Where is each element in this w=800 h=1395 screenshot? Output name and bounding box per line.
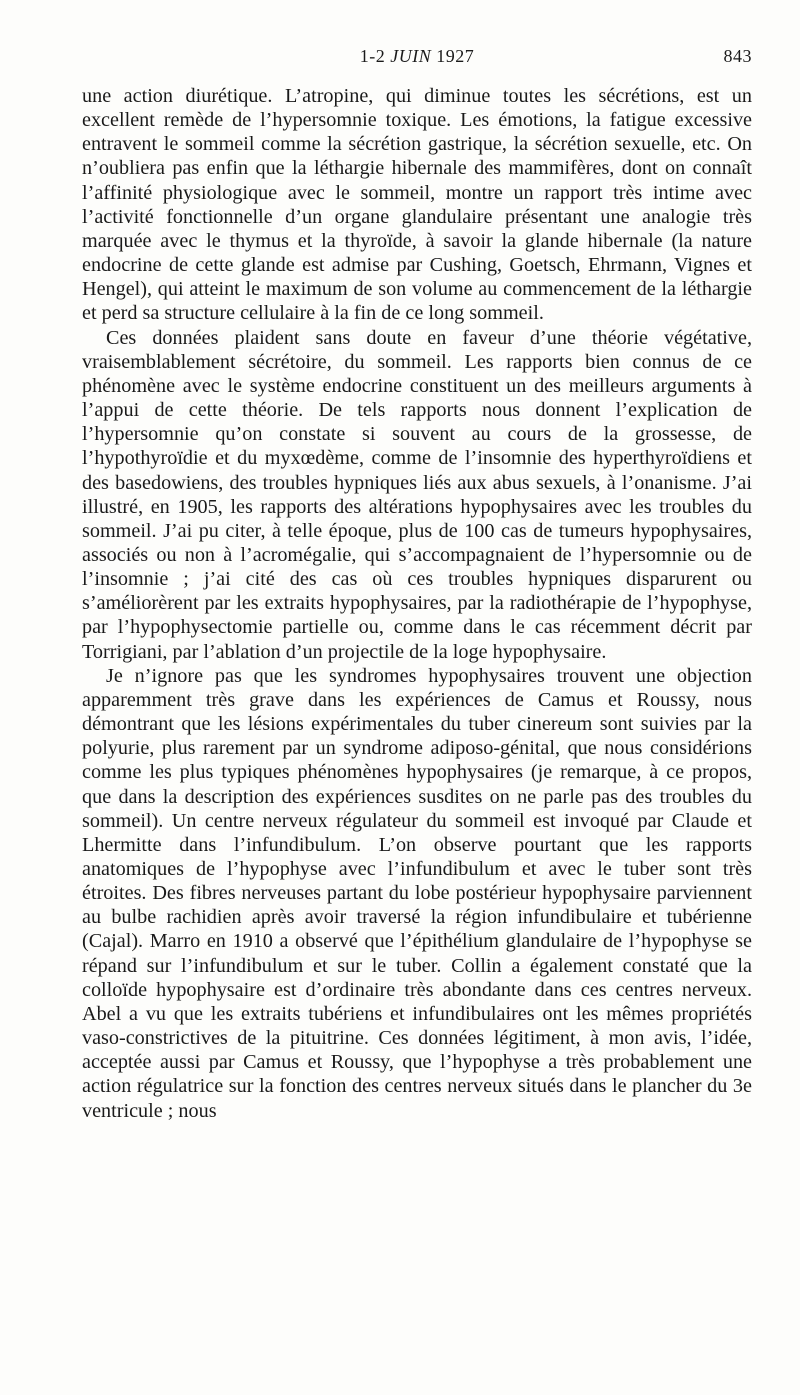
page-number: 843 xyxy=(723,46,752,66)
issue-date-month: JUIN xyxy=(390,46,432,66)
paragraph-3: Je n’ignore pas que les syndromes hypophysaires trouvent une objection apparemment très grave dans les expériences de Camus et Roussy, nous démontrant que les lésions expérimentales du tuber cinereum sont suivies par la polyurie, plus rarement par un syndrome adiposo-génital, que nous considérions comme les plus typiques phénomènes hypophysaires (je remarque, à ce propos, que dans la description des expériences susdites on ne parle pas des troubles du sommeil). Un centre nerveux régulateur du sommeil est invoqué par Claude et Lhermitte dans l’infundibulum. L’on observe pourtant que les rapports anatomiques de l’hypophyse avec l’infundibulum et avec le tuber sont très étroites. Des fibres nerveuses partant du lobe postérieur hypophysaire parviennent au bulbe rachidien après avoir traversé la région infundibulaire et tubérienne (Cajal). Marro en 1910 a observé que l’épithélium glandulaire de l’hypophyse se répand sur l’infundibulum et sur le tuber. Collin a également constaté que la colloïde hypophysaire est d’ordinaire très abondante dans ces centres nerveux. Abel a vu que les extraits tubériens et infundibulaires ont les mêmes propriétés vaso-constrictives de la pituitrine. Ces données légitiment, à mon avis, l’idée, acceptée aussi par Camus et Roussy, que l’hypophyse a très probablement une action régulatrice sur la fonction des centres nerveux situés dans le plancher du 3e ventricule ; nous xyxy=(82,664,752,1122)
issue-date-day: 1-2 xyxy=(359,46,386,66)
article-body xyxy=(82,84,752,1123)
issue-date-year: 1927 xyxy=(436,46,475,66)
running-header xyxy=(82,46,752,70)
issue-date xyxy=(82,46,752,67)
paragraph-1: une action diurétique. L’atropine, qui diminue toutes les sécrétions, est un excellent remède de l’hypersomnie toxique. Les émotions, la fatigue excessive entravent le sommeil comme la sécrétion gastrique, la sécrétion sexuelle, etc. On n’oubliera pas enfin que la léthargie hibernale des mammifères, dont on connaît l’affinité physiologique avec le sommeil, montre un rapport très intime avec l’activité fonctionnelle d’un organe glandulaire présentant une analogie très marquée avec le thymus et la thyroïde, à savoir la glande hibernale (la nature endocrine de cette glande est admise par Cushing, Goetsch, Ehrmann, Vignes et Hengel), qui atteint le maximum de son volume au commencement de la léthargie et perd sa structure cellulaire à la fin de ce long sommeil. xyxy=(82,85,752,325)
paragraph-2: Ces données plaident sans doute en faveur d’une théorie végétative, vraisemblablement sécrétoire, du sommeil. Les rapports bien connus de ce phénomène avec le système endocrine constituent un des meilleurs arguments à l’appui de cette théorie. De tels rapports nous donnent l’explication de l’hypersomnie qu’on constate si souvent au cours de la grossesse, de l’hypothyroïdie et du myxœdème, comme de l’insomnie des hyperthyroïdiens et des basedowiens, des troubles hypniques liés aux abus sexuels, à l’onanisme. J’ai illustré, en 1905, les rapports des altérations hypophysaires avec les troubles du sommeil. J’ai pu citer, à telle époque, plus de 100 cas de tumeurs hypophysaires, associés ou non à l’acromégalie, qui s’accompagnaient de l’hypersomnie ou de l’insomnie ; j’ai cité des cas où ces troubles hypniques disparurent ou s’améliorèrent par les extraits hypophysaires, par la radiothérapie de l’hypophyse, par l’hypophysectomie partielle ou, comme dans le cas récemment décrit par Torrigiani, par l’ablation d’un projectile de la loge hypophysaire. xyxy=(82,326,752,663)
